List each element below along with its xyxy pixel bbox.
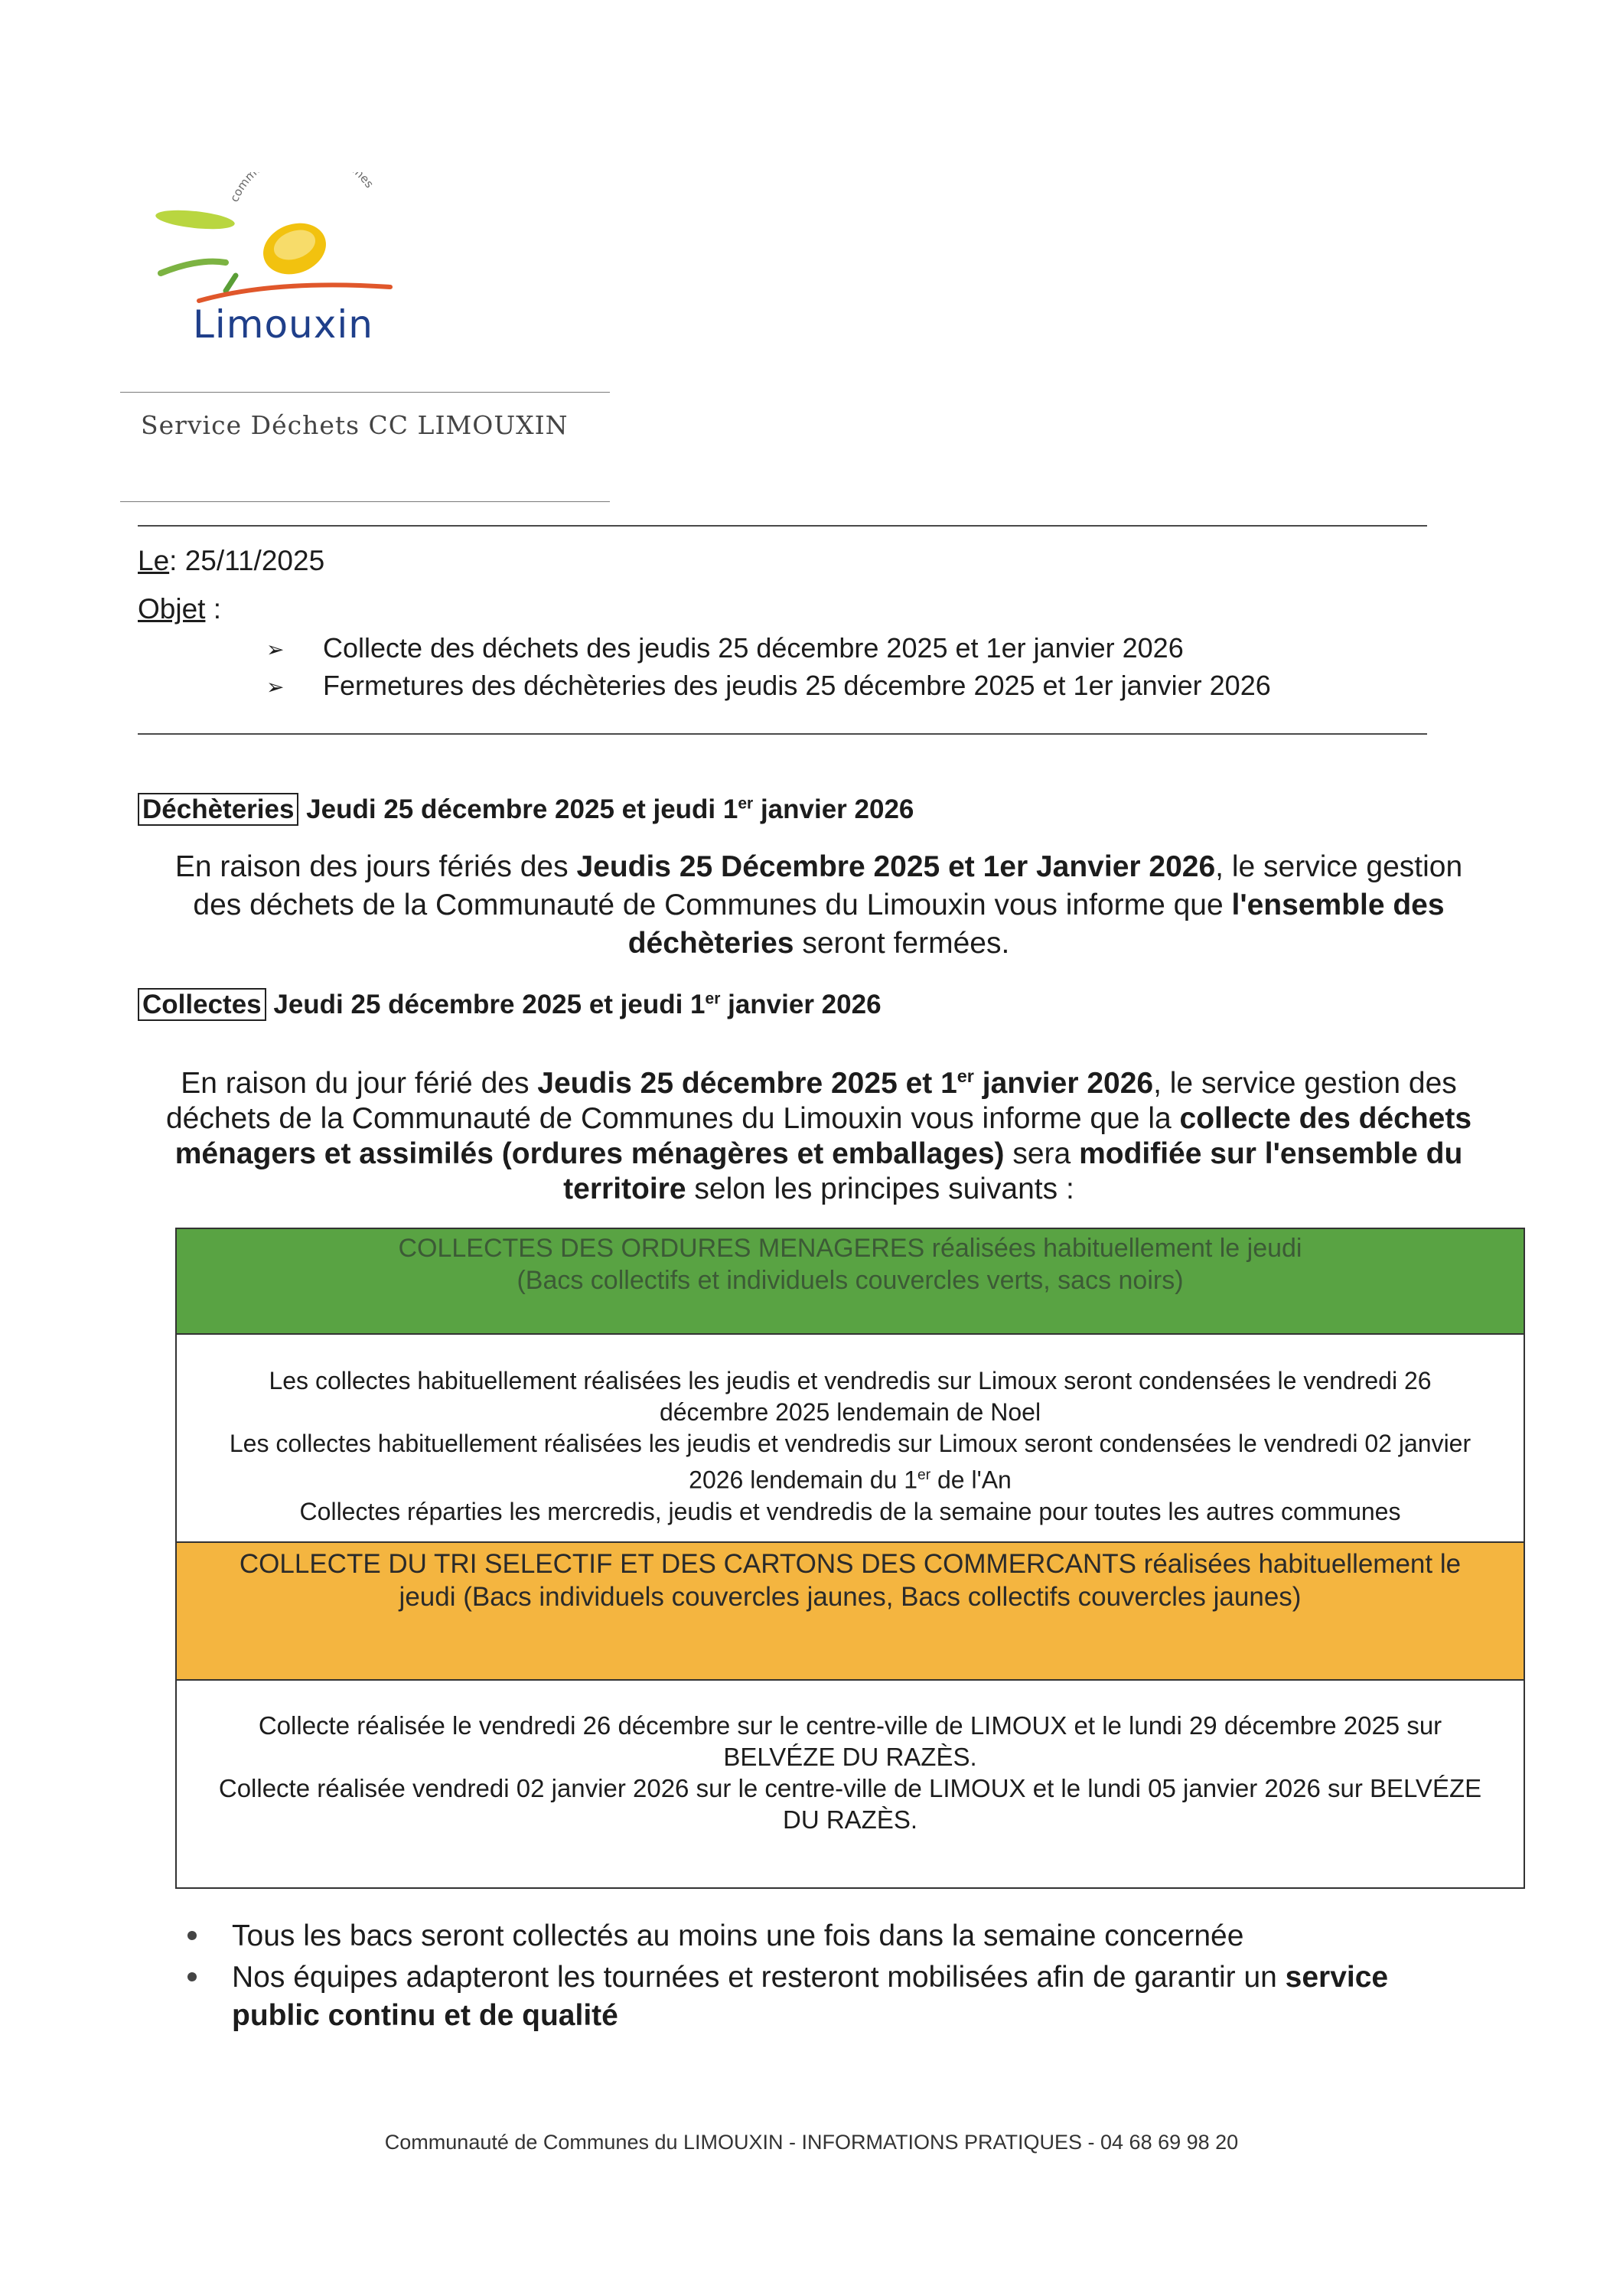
para-bold: collecte des déchets ménagers et assimilés (ordures ménagères et emballages) bbox=[174, 1102, 1472, 1170]
tri-detail-line: Collecte réalisée le vendredi 26 décembre sur le centre-ville de LIMOUX et le lundi 29 décembre 2025 sur bbox=[258, 1711, 1442, 1740]
object-item-text: Collecte des déchets des jeudis 25 décembre 2025 et 1er janvier 2026 bbox=[323, 632, 1184, 664]
om-header-line: (Bacs collectifs et individuels couvercles verts, sacs noirs) bbox=[517, 1266, 1184, 1295]
divider bbox=[120, 501, 610, 502]
bullet-dot-icon bbox=[187, 1931, 197, 1940]
heading-text: Jeudi 25 décembre 2025 et jeudi 1 bbox=[298, 794, 738, 824]
note-text-part: Nos équipes adapteront les tournées et resteront mobilisées afin de garantir un bbox=[232, 1961, 1286, 1994]
om-detail-line: Les collectes habituellement réalisées les jeudis et vendredis sur Limoux seront condensées le vendredi 02 janvier bbox=[229, 1430, 1471, 1457]
para-text: En raison des jours fériés des bbox=[174, 850, 577, 883]
note-bold: public continu et de qualité bbox=[232, 1999, 618, 2032]
note-text: Tous les bacs seront collectés au moins une fois dans la semaine concernée bbox=[232, 1919, 1244, 1952]
collectes-heading bbox=[138, 990, 882, 1020]
om-details-row bbox=[177, 1335, 1524, 1543]
tri-details-row bbox=[177, 1681, 1524, 1887]
para-text: , le service gestion des déchets de la Communauté de Communes du Limouxin vous informe que la bbox=[165, 1067, 1457, 1135]
heading-text: janvier 2026 bbox=[720, 990, 882, 1019]
om-detail-line bbox=[177, 1459, 1524, 1496]
note-bold: service bbox=[1285, 1961, 1389, 1994]
para-text: selon les principes suivants : bbox=[686, 1172, 1074, 1205]
decheteries-tag: Déchèteries bbox=[138, 793, 298, 826]
tri-detail-line: DU RAZÈS. bbox=[782, 1805, 918, 1834]
detail-text: de l'An bbox=[930, 1466, 1012, 1494]
para-text: sera bbox=[1004, 1137, 1080, 1170]
date-value: : 25/11/2025 bbox=[169, 545, 325, 576]
object-label: Objet bbox=[138, 593, 206, 625]
heading-sup: er bbox=[738, 794, 754, 813]
collectes-paragraph bbox=[145, 1058, 1492, 1207]
tri-header-row bbox=[177, 1543, 1524, 1681]
collectes-tag: Collectes bbox=[138, 988, 266, 1021]
tri-detail-line: BELVÉZE DU RAZÈS. bbox=[723, 1743, 977, 1771]
bullet-dot-icon bbox=[187, 1972, 197, 1981]
footer: Communauté de Communes du LIMOUXIN - INFORMATIONS PRATIQUES - 04 68 69 98 20 bbox=[384, 2131, 1239, 2154]
om-detail-line: Collectes réparties les mercredis, jeudis et vendredis de la semaine pour toutes les autres communes bbox=[299, 1497, 1401, 1525]
para-bold: janvier 2026 bbox=[973, 1067, 1154, 1100]
service-label: Service Déchets CC LIMOUXIN bbox=[141, 410, 569, 440]
arrow-bullet-icon: ➢ bbox=[266, 675, 285, 699]
para-text: En raison du jour férié des bbox=[181, 1067, 538, 1100]
para-text: , le service gestion des déchets de la Communauté de Communes du Limouxin vous informe que bbox=[193, 850, 1463, 921]
decheteries-paragraph bbox=[153, 848, 1484, 963]
object-item-text: Fermetures des déchèteries des jeudis 25 décembre 2025 et 1er janvier 2026 bbox=[323, 670, 1271, 701]
heading-sup: er bbox=[705, 990, 721, 1008]
para-bold: modifiée sur l'ensemble du territoire bbox=[563, 1137, 1463, 1205]
divider bbox=[138, 525, 1427, 527]
heading-text: Jeudi 25 décembre 2025 et jeudi 1 bbox=[266, 990, 706, 1019]
svg-text:communauté de communes bbox=[227, 172, 376, 204]
logo-arc-text: comm nes bbox=[227, 172, 376, 204]
divider bbox=[120, 392, 610, 393]
om-detail-line: Les collectes habituellement réalisées les jeudis et vendredis sur Limoux seront condensées le vendredi 26 bbox=[269, 1367, 1432, 1394]
collection-table bbox=[175, 1228, 1525, 1889]
tri-header-line: COLLECTE DU TRI SELECTIF ET DES CARTONS DES COMMERCANTS réalisées habituellement le bbox=[239, 1549, 1462, 1579]
object-suffix: : bbox=[205, 593, 221, 625]
tri-detail-line: Collecte réalisée vendredi 02 janvier 2026 sur le centre-ville de LIMOUX et le lundi 05 janvier 2026 sur BELVÉZE bbox=[218, 1774, 1482, 1802]
om-detail-line: décembre 2025 lendemain de Noel bbox=[659, 1398, 1041, 1426]
decheteries-heading bbox=[138, 794, 914, 825]
logo bbox=[153, 172, 398, 356]
tri-header-line: jeudi (Bacs individuels couvercles jaunes, Bacs collectifs couvercles jaunes) bbox=[399, 1582, 1302, 1612]
para-bold: l'ensemble des déchèteries bbox=[627, 889, 1445, 960]
logo-name: Limouxin bbox=[193, 302, 373, 347]
date-line bbox=[138, 545, 324, 577]
arrow-bullet-icon: ➢ bbox=[266, 638, 285, 661]
heading-text: janvier 2026 bbox=[753, 794, 914, 824]
detail-sup: er bbox=[917, 1467, 931, 1483]
om-header-row bbox=[177, 1229, 1524, 1335]
divider bbox=[138, 733, 1427, 735]
logo-graphic bbox=[153, 172, 398, 310]
para-bold: Jeudis 25 Décembre 2025 et 1er Janvier 2026 bbox=[576, 850, 1216, 883]
para-text: seront fermées. bbox=[794, 927, 1010, 960]
note-text bbox=[232, 1958, 1388, 2035]
para-sup: er bbox=[957, 1066, 974, 1086]
para-bold: Jeudis 25 décembre 2025 et 1 bbox=[537, 1067, 957, 1100]
object-line bbox=[138, 593, 221, 625]
om-header-line: COLLECTES DES ORDURES MENAGERES réalisées habituellement le jeudi bbox=[398, 1234, 1302, 1263]
detail-text: 2026 lendemain du 1 bbox=[689, 1466, 918, 1494]
date-label: Le bbox=[138, 545, 170, 576]
